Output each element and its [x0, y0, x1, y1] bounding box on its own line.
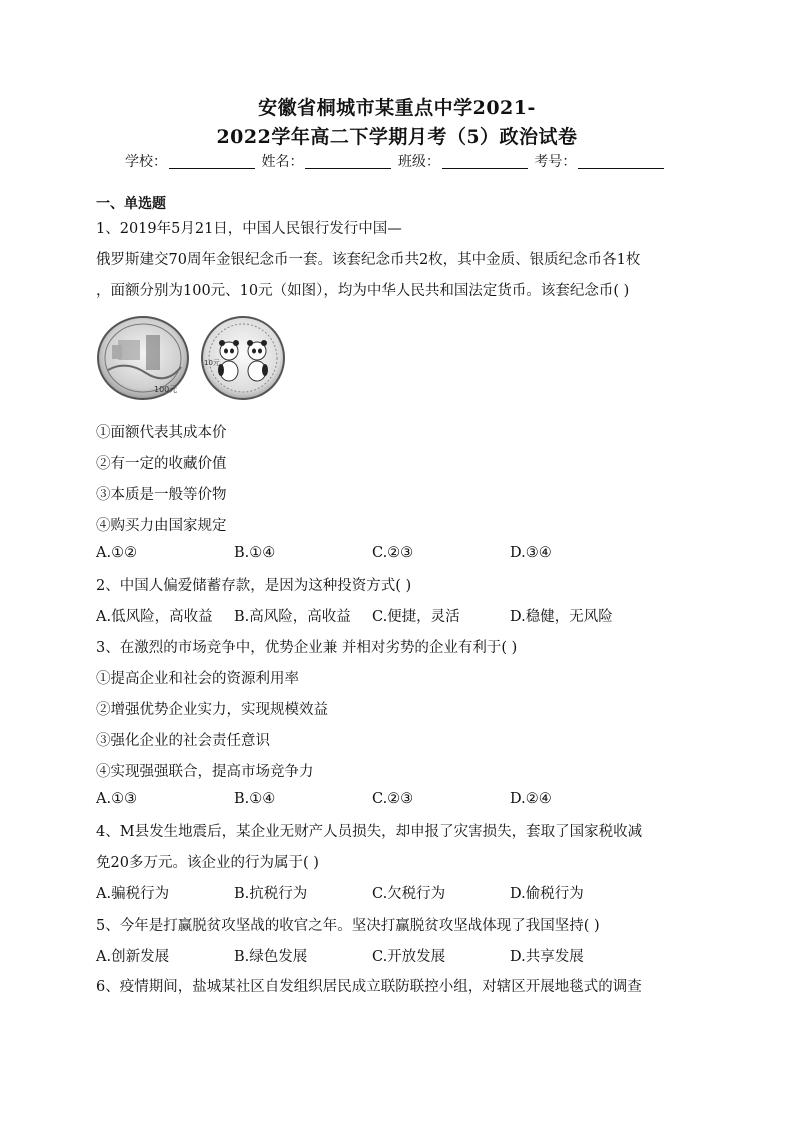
- name-label: 姓名：: [261, 154, 304, 170]
- q3-statement-3: ③强化企业的社会责任意识: [96, 733, 270, 749]
- exam-title-line2: 2022学年高二下学期月考（5）政治试卷: [216, 126, 578, 148]
- q3-option-d[interactable]: D.②④: [510, 791, 552, 807]
- q3-statement-1: ①提高企业和社会的资源利用率: [96, 671, 299, 687]
- q1-stem-line3: ，面额分别为100元、10元（如图），均为中华人民共和国法定货币。该套纪念币( ): [96, 283, 630, 299]
- q1-statement-3: ③本质是一般等价物: [96, 487, 227, 503]
- silver-coin-denomination: 10元: [204, 359, 220, 367]
- q4-option-c[interactable]: C.欠税行为: [372, 886, 446, 902]
- exam-number-label: 考号：: [534, 154, 577, 170]
- q1-option-b[interactable]: B.①④: [234, 545, 276, 561]
- q3-option-a[interactable]: A.①③: [96, 791, 138, 807]
- q2-option-d[interactable]: D.稳健，无风险: [510, 609, 613, 625]
- section-title: 一、单选题: [96, 196, 166, 212]
- school-label: 学校：: [125, 154, 167, 170]
- commemorative-coins-image: [96, 315, 296, 405]
- q1-statement-2: ②有一定的收藏价值: [96, 456, 227, 472]
- q1-statement-4: ④购买力由国家规定: [96, 518, 227, 534]
- q5-option-d[interactable]: D.共享发展: [510, 949, 584, 965]
- exam-title-line1: 安徽省桐城市某重点中学2021-: [258, 97, 536, 119]
- q3-stem: 3、在激烈的市场竞争中，优势企业兼 并相对劣势的企业有利于( ): [96, 640, 518, 656]
- student-info-row: [125, 151, 666, 171]
- q1-stem-line2: 俄罗斯建交70周年金银纪念币一套。该套纪念币共2枚，其中金质、银质纪念币各1枚: [96, 252, 641, 268]
- q4-option-a[interactable]: A.骗税行为: [96, 886, 170, 902]
- q3-statement-4: ④实现强强联合，提高市场竞争力: [96, 764, 314, 780]
- q2-option-c[interactable]: C.便捷，灵活: [372, 609, 460, 625]
- gold-coin-denomination: 100元: [154, 385, 178, 394]
- class-blank[interactable]: [442, 154, 528, 169]
- q3-option-b[interactable]: B.①④: [234, 791, 276, 807]
- q4-stem-line1: 4、M县发生地震后，某企业无财产人员损失，却申报了灾害损失，套取了国家税收减: [96, 824, 643, 840]
- school-blank[interactable]: [169, 154, 255, 169]
- q1-option-a[interactable]: A.①②: [96, 545, 138, 561]
- q5-stem: 5、今年是打赢脱贫攻坚战的收官之年。坚决打赢脱贫攻坚战体现了我国坚持( ): [96, 918, 600, 934]
- q2-stem: 2、中国人偏爱储蓄存款，是因为这种投资方式( ): [96, 578, 412, 594]
- name-blank[interactable]: [305, 154, 391, 169]
- q1-option-d[interactable]: D.③④: [510, 545, 552, 561]
- silver-coin: [202, 317, 284, 399]
- q1-statement-1: ①面额代表其成本价: [96, 425, 227, 441]
- q5-option-b[interactable]: B.绿色发展: [234, 949, 308, 965]
- q4-option-d[interactable]: D.偷税行为: [510, 886, 584, 902]
- q5-option-a[interactable]: A.创新发展: [96, 949, 170, 965]
- gold-coin: [98, 317, 188, 399]
- q1-stem-line1: 1、2019年5月21日，中国人民银行发行中国—: [96, 221, 402, 237]
- q3-option-c[interactable]: C.②③: [372, 791, 414, 807]
- q2-option-a[interactable]: A.低风险，高收益: [96, 609, 213, 625]
- class-label: 班级：: [397, 154, 440, 170]
- q4-stem-line2: 免20多万元。该企业的行为属于( ): [96, 855, 319, 871]
- q6-stem: 6、疫情期间，盐城某社区自发组织居民成立联防联控小组，对辖区开展地毯式的调查: [96, 979, 642, 995]
- q2-option-b[interactable]: B.高风险，高收益: [234, 609, 351, 625]
- q4-option-b[interactable]: B.抗税行为: [234, 886, 308, 902]
- q3-statement-2: ②增强优势企业实力，实现规模效益: [96, 702, 328, 718]
- q1-option-c[interactable]: C.②③: [372, 545, 414, 561]
- exam-number-blank[interactable]: [578, 154, 664, 169]
- q5-option-c[interactable]: C.开放发展: [372, 949, 446, 965]
